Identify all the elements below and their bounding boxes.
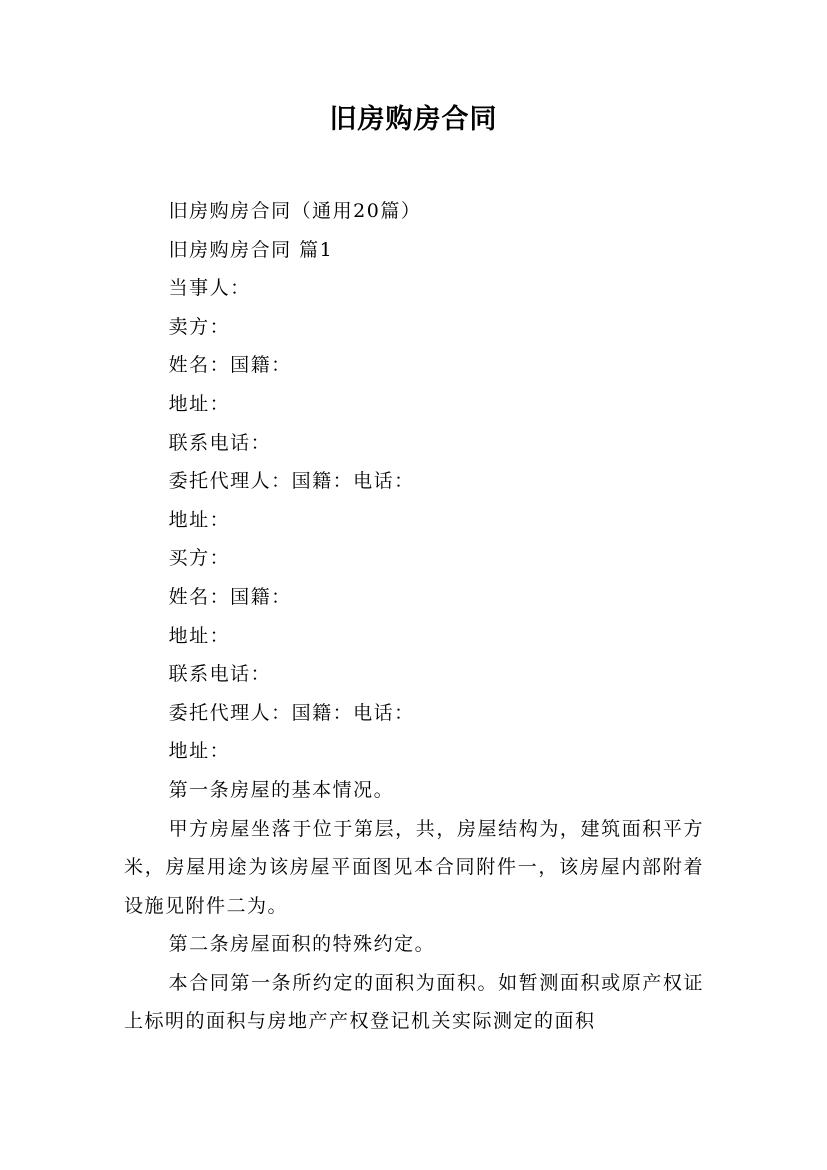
paragraph-article-2-heading: 第二条房屋面积的特殊约定。 [168,933,436,956]
paragraph-buyer: 买方： [168,547,231,570]
document-body [124,192,704,1041]
paragraph-article-2-body: 本合同第一条所约定的面积为面积。如暂测面积或原产权证上标明的面积与房地产产权登记机关实际测定的面积 [124,971,704,1033]
paragraph-seller: 卖方： [168,315,231,338]
paragraph-buyer-name: 姓名：国籍： [168,585,292,608]
paragraph-article-1-body: 甲方房屋坐落于位于第层，共，房屋结构为，建筑面积平方米，房屋用途为该房屋平面图见本合同附件一，该房屋内部附着设施见附件二为。 [124,817,704,917]
paragraph-buyer-address: 地址： [168,624,231,647]
paragraph-buyer-agent: 委托代理人：国籍：电话： [168,701,415,724]
paragraph-seller-agent: 委托代理人：国籍：电话： [168,470,415,493]
paragraph-buyer-phone: 联系电话： [168,663,272,686]
paragraph-parties: 当事人： [168,277,251,300]
document-title: 旧房购房合同 [329,104,498,135]
paragraph-article-1-heading: 第一条房屋的基本情况。 [168,778,395,801]
paragraph-seller-agent-address: 地址： [168,508,231,531]
paragraph-collection-title: 旧房购房合同（通用20篇） [168,200,422,222]
paragraph-seller-phone: 联系电话： [168,431,272,454]
paragraph-seller-name: 姓名：国籍： [168,354,292,377]
paragraph-buyer-agent-address: 地址： [168,740,231,763]
paragraph-contract-heading: 旧房购房合同 篇1 [168,238,334,261]
paragraph-seller-address: 地址： [168,392,231,415]
